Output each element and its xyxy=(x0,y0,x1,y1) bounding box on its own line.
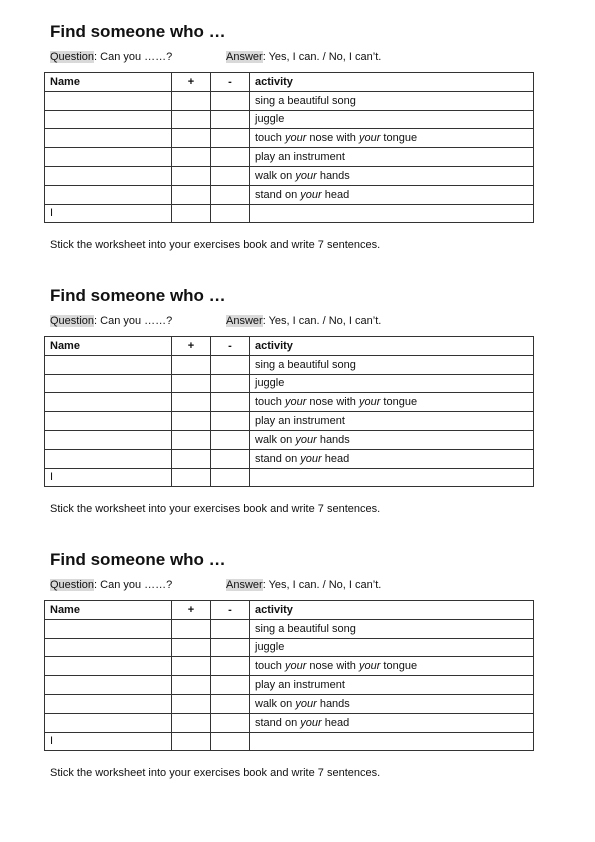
name-cell[interactable] xyxy=(45,713,172,732)
table-row xyxy=(45,638,534,657)
table-row xyxy=(45,468,534,487)
survey-table xyxy=(44,72,534,223)
column-header-name: Name xyxy=(45,73,172,92)
plus-cell[interactable] xyxy=(172,393,211,412)
name-cell[interactable] xyxy=(45,676,172,695)
activity-cell: juggle xyxy=(250,374,534,393)
table-header-row xyxy=(45,337,534,356)
minus-cell[interactable] xyxy=(211,185,250,204)
column-header-name: Name xyxy=(45,337,172,356)
plus-cell[interactable] xyxy=(172,91,211,110)
column-header-plus: + xyxy=(172,73,211,92)
answer-label: Answer xyxy=(226,315,263,327)
answer-text: : Yes, I can. / No, I can’t. xyxy=(262,579,382,591)
name-cell[interactable] xyxy=(45,657,172,676)
question-text: : Can you ……? xyxy=(94,579,173,591)
minus-cell[interactable] xyxy=(211,393,250,412)
minus-cell[interactable] xyxy=(211,430,250,449)
column-header-activity: activity xyxy=(250,337,534,356)
name-cell[interactable] xyxy=(45,185,172,204)
table-row xyxy=(45,166,534,185)
minus-cell[interactable] xyxy=(211,148,250,167)
minus-cell[interactable] xyxy=(211,412,250,431)
name-cell[interactable] xyxy=(45,129,172,148)
activity-cell: sing a beautiful song xyxy=(250,91,534,110)
column-header-minus: - xyxy=(211,601,250,620)
table-row xyxy=(45,430,534,449)
name-cell[interactable] xyxy=(45,393,172,412)
table-row xyxy=(45,393,534,412)
worksheet-title: Find someone who … xyxy=(50,550,226,569)
plus-cell[interactable] xyxy=(172,619,211,638)
minus-cell[interactable] xyxy=(211,657,250,676)
plus-cell[interactable] xyxy=(172,449,211,468)
survey-table xyxy=(44,336,534,487)
table-header-row xyxy=(45,601,534,620)
instruction-text: Stick the worksheet into your exercises book and write 7 sentences. xyxy=(50,239,381,251)
activity-cell: juggle xyxy=(250,110,534,129)
activity-cell: walk on your hands xyxy=(250,694,534,713)
name-cell[interactable] xyxy=(45,91,172,110)
activity-cell: play an instrument xyxy=(250,148,534,167)
plus-cell[interactable] xyxy=(172,713,211,732)
instruction-text: Stick the worksheet into your exercises book and write 7 sentences. xyxy=(50,503,381,515)
answer-label: Answer xyxy=(226,51,263,63)
name-cell[interactable] xyxy=(45,638,172,657)
plus-cell[interactable] xyxy=(172,374,211,393)
plus-cell[interactable] xyxy=(172,129,211,148)
activity-cell: walk on your hands xyxy=(250,430,534,449)
activity-cell: play an instrument xyxy=(250,412,534,431)
name-cell[interactable] xyxy=(45,449,172,468)
minus-cell[interactable] xyxy=(211,91,250,110)
activity-cell: touch your nose with your tongue xyxy=(250,393,534,412)
table-row xyxy=(45,374,534,393)
minus-cell[interactable] xyxy=(211,694,250,713)
activity-cell: sing a beautiful song xyxy=(250,619,534,638)
table-row xyxy=(45,204,534,223)
name-cell[interactable] xyxy=(45,430,172,449)
answer-text: : Yes, I can. / No, I can’t. xyxy=(262,315,382,327)
question-answer-line xyxy=(50,314,382,328)
answer-text: : Yes, I can. / No, I can’t. xyxy=(262,51,382,63)
column-header-activity: activity xyxy=(250,601,534,620)
plus-cell[interactable] xyxy=(172,412,211,431)
table-row xyxy=(45,148,534,167)
column-header-minus: - xyxy=(211,337,250,356)
table-row xyxy=(45,732,534,751)
column-header-minus: - xyxy=(211,73,250,92)
table-row xyxy=(45,412,534,431)
activity-cell: stand on your head xyxy=(250,713,534,732)
instruction-text: Stick the worksheet into your exercises book and write 7 sentences. xyxy=(50,767,381,779)
table-header-row xyxy=(45,73,534,92)
minus-cell[interactable] xyxy=(211,129,250,148)
worksheet-title: Find someone who … xyxy=(50,286,226,305)
column-header-name: Name xyxy=(45,601,172,620)
column-header-plus: + xyxy=(172,337,211,356)
answer-label: Answer xyxy=(226,579,263,591)
question-text: : Can you ……? xyxy=(94,51,173,63)
table-row xyxy=(45,185,534,204)
table-row xyxy=(45,110,534,129)
plus-cell[interactable] xyxy=(172,148,211,167)
name-cell[interactable] xyxy=(45,374,172,393)
survey-table xyxy=(44,600,534,751)
plus-cell[interactable] xyxy=(172,430,211,449)
name-cell[interactable] xyxy=(45,694,172,713)
activity-cell: stand on your head xyxy=(250,185,534,204)
activity-cell: touch your nose with your tongue xyxy=(250,657,534,676)
question-text: : Can you ……? xyxy=(94,315,173,327)
minus-cell[interactable] xyxy=(211,713,250,732)
plus-cell[interactable] xyxy=(172,166,211,185)
plus-cell[interactable] xyxy=(172,185,211,204)
name-cell: I xyxy=(45,468,172,487)
column-header-activity: activity xyxy=(250,73,534,92)
activity-cell: walk on your hands xyxy=(250,166,534,185)
plus-cell[interactable] xyxy=(172,355,211,374)
activity-cell: play an instrument xyxy=(250,676,534,695)
table-row xyxy=(45,619,534,638)
name-cell[interactable] xyxy=(45,110,172,129)
name-cell: I xyxy=(45,732,172,751)
plus-cell[interactable] xyxy=(172,676,211,695)
table-row xyxy=(45,657,534,676)
question-answer-line xyxy=(50,578,382,592)
table-row xyxy=(45,129,534,148)
minus-cell[interactable] xyxy=(211,374,250,393)
activity-cell: juggle xyxy=(250,638,534,657)
question-label: Question xyxy=(50,315,95,327)
activity-cell xyxy=(250,204,534,223)
table-row xyxy=(45,694,534,713)
name-cell: I xyxy=(45,204,172,223)
minus-cell[interactable] xyxy=(211,619,250,638)
table-row xyxy=(45,91,534,110)
column-header-plus: + xyxy=(172,601,211,620)
plus-cell[interactable] xyxy=(172,110,211,129)
name-cell[interactable] xyxy=(45,148,172,167)
table-row xyxy=(45,713,534,732)
minus-cell[interactable] xyxy=(211,449,250,468)
table-row xyxy=(45,676,534,695)
minus-cell[interactable] xyxy=(211,468,250,487)
plus-cell[interactable] xyxy=(172,468,211,487)
activity-cell: sing a beautiful song xyxy=(250,355,534,374)
minus-cell[interactable] xyxy=(211,355,250,374)
name-cell[interactable] xyxy=(45,355,172,374)
plus-cell[interactable] xyxy=(172,732,211,751)
activity-cell xyxy=(250,468,534,487)
plus-cell[interactable] xyxy=(172,694,211,713)
table-row xyxy=(45,449,534,468)
minus-cell[interactable] xyxy=(211,166,250,185)
plus-cell[interactable] xyxy=(172,657,211,676)
worksheet-title: Find someone who … xyxy=(50,22,226,41)
name-cell[interactable] xyxy=(45,166,172,185)
question-label: Question xyxy=(50,51,95,63)
question-answer-line xyxy=(50,50,382,64)
name-cell[interactable] xyxy=(45,619,172,638)
minus-cell[interactable] xyxy=(211,676,250,695)
question-label: Question xyxy=(50,579,95,591)
table-row xyxy=(45,355,534,374)
minus-cell[interactable] xyxy=(211,110,250,129)
minus-cell[interactable] xyxy=(211,638,250,657)
minus-cell[interactable] xyxy=(211,204,250,223)
activity-cell: stand on your head xyxy=(250,449,534,468)
plus-cell[interactable] xyxy=(172,638,211,657)
activity-cell xyxy=(250,732,534,751)
name-cell[interactable] xyxy=(45,412,172,431)
plus-cell[interactable] xyxy=(172,204,211,223)
activity-cell: touch your nose with your tongue xyxy=(250,129,534,148)
minus-cell[interactable] xyxy=(211,732,250,751)
